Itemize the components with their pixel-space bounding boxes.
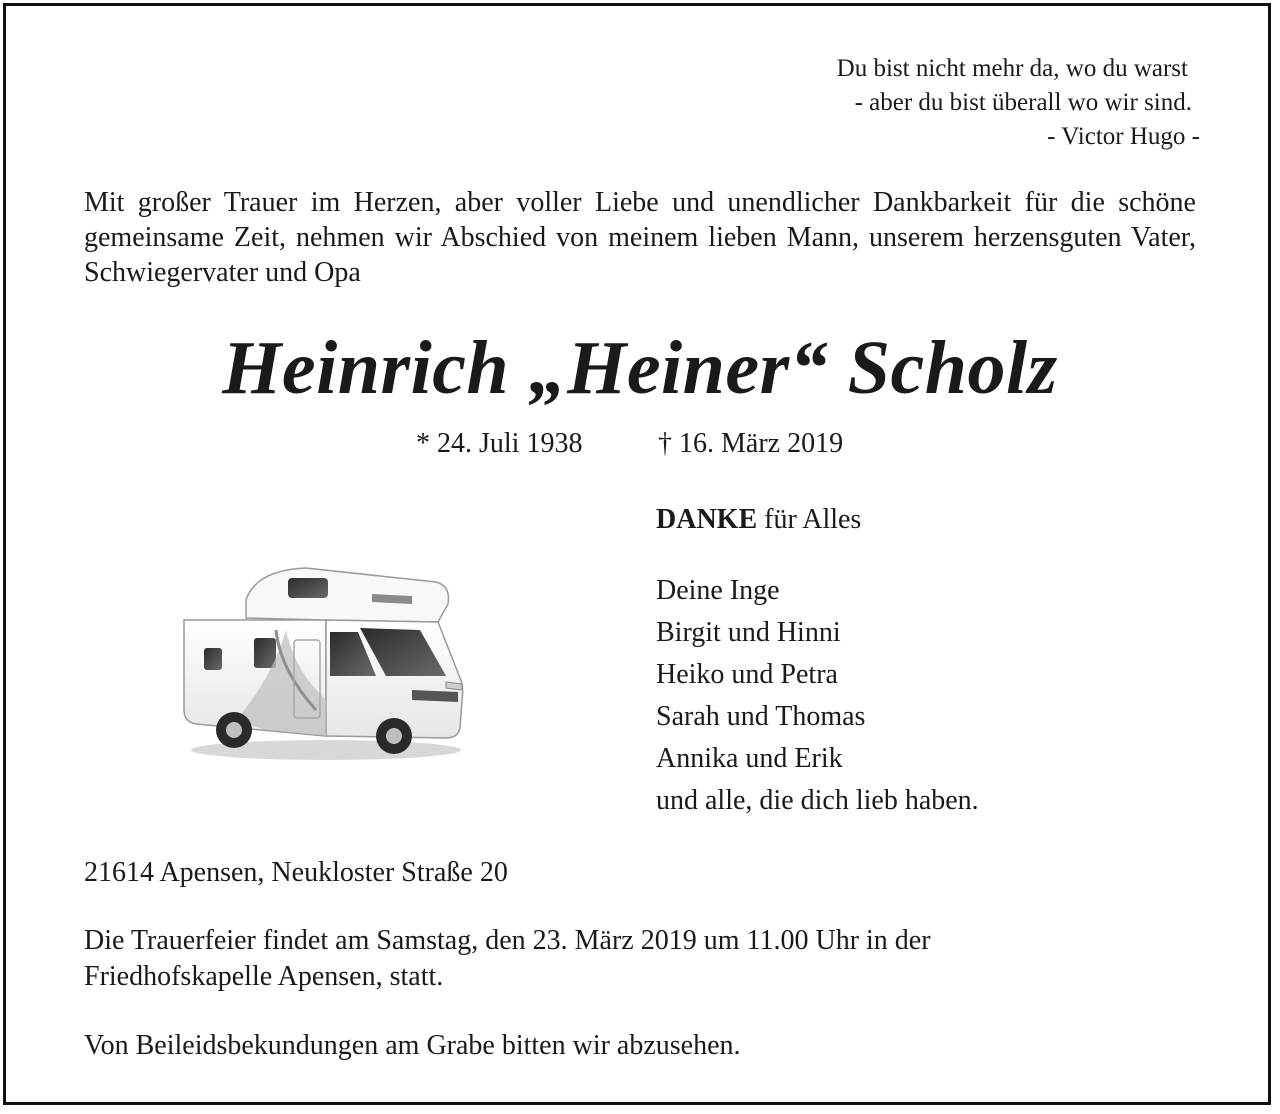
memorial-quote xyxy=(837,52,1200,154)
family-member: und alle, die dich lieb haben. xyxy=(656,785,979,816)
headlight xyxy=(446,682,462,690)
condolence-note: Von Beileidsbekundungen am Grabe bitten wir abzusehen. xyxy=(84,1030,741,1061)
family-member: Sarah und Thomas xyxy=(656,701,866,732)
family-member: Heiko und Petra xyxy=(656,659,838,690)
birth-date: * 24. Juli 1938 xyxy=(416,428,583,459)
thanks-line xyxy=(656,502,861,538)
family-list xyxy=(656,570,979,822)
quote-author: - Victor Hugo - xyxy=(1047,123,1200,150)
family-member: Annika und Erik xyxy=(656,743,843,774)
family-member: Deine Inge xyxy=(656,575,780,606)
thanks-bold: DANKE xyxy=(656,504,758,535)
motorhome-illustration xyxy=(176,560,472,770)
mid-window xyxy=(254,638,276,668)
rear-hub xyxy=(226,722,242,738)
front-hub xyxy=(386,728,402,744)
thanks-rest: für Alles xyxy=(757,504,862,535)
grille xyxy=(412,690,458,702)
death-date: † 16. März 2019 xyxy=(658,428,844,459)
intro-text: Mit großer Trauer im Herzen, aber voller Liebe und unendlicher Dankbarkeit für die schöne gemeinsame Zeit, nehmen wir Abschied von meinem lieben Mann, unserem herzensguten Vater, Schwiegervater und Opa xyxy=(84,187,1196,288)
family-member: Birgit und Hinni xyxy=(656,617,841,648)
address: 21614 Apensen, Neukloster Straße 20 xyxy=(84,857,508,888)
quote-line-2: - aber du bist überall wo wir sind. xyxy=(854,89,1192,116)
deceased-name: Heinrich „Heiner“ Scholz xyxy=(222,326,1058,410)
rv-alcove xyxy=(246,568,449,622)
ceremony-info: Die Trauerfeier findet am Samstag, den 23. März 2019 um 11.00 Uhr in der Friedhofskapelle Apensen, statt. xyxy=(84,925,931,992)
alcove-window xyxy=(288,578,328,598)
quote-line-1: Du bist nicht mehr da, wo du warst xyxy=(836,55,1188,82)
rear-window xyxy=(204,648,222,670)
